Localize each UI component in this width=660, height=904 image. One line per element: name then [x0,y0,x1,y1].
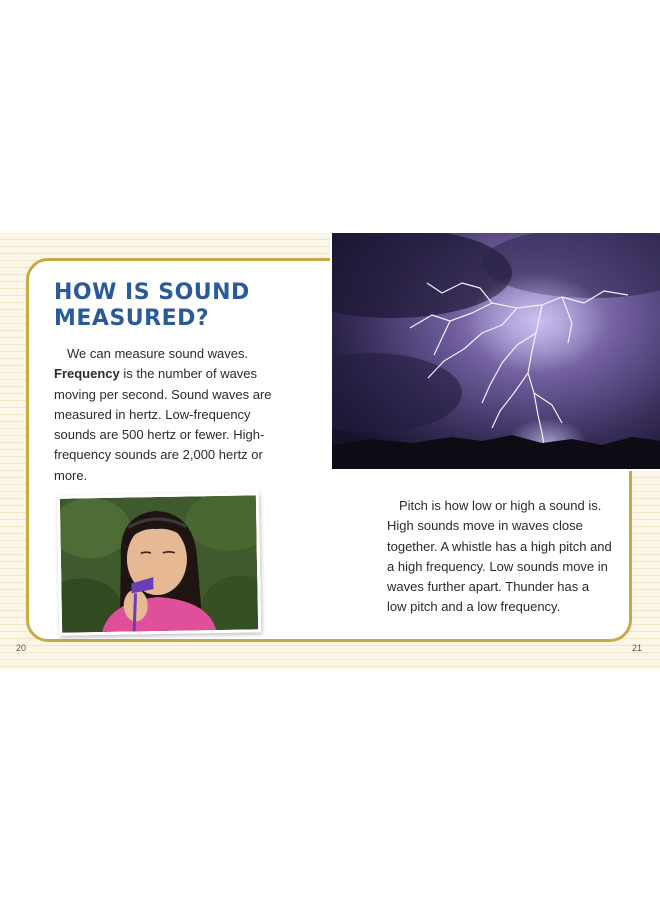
frequency-paragraph [54,344,294,486]
pitch-paragraph-text: Pitch is how low or high a sound is. High sounds move in waves close together. A whistle has a high pitch and a high frequency. Low sounds move in waves further apart. Thunder has a low pitch and a low frequency. [387,498,612,615]
frequency-paragraph-lead: We can measure sound waves. [67,346,249,361]
pitch-paragraph [387,496,612,618]
lightning-storm-photo [330,233,660,471]
frequency-term: Frequency [54,366,120,382]
girl-blowing-whistle-photo [57,492,261,636]
page-title-line-1: HOW IS SOUND [54,280,250,305]
page-number-left: 20 [16,643,27,653]
page-title [54,280,250,332]
frequency-paragraph-body: is the number of waves moving per second. Sound waves are measured in hertz. Low-frequency sounds are 500 hertz or fewer. High-frequency sounds are 2,000 hertz or more. [54,366,272,483]
page-number-right: 21 [632,643,643,653]
page-title-line-2: MEASURED? [54,306,210,331]
